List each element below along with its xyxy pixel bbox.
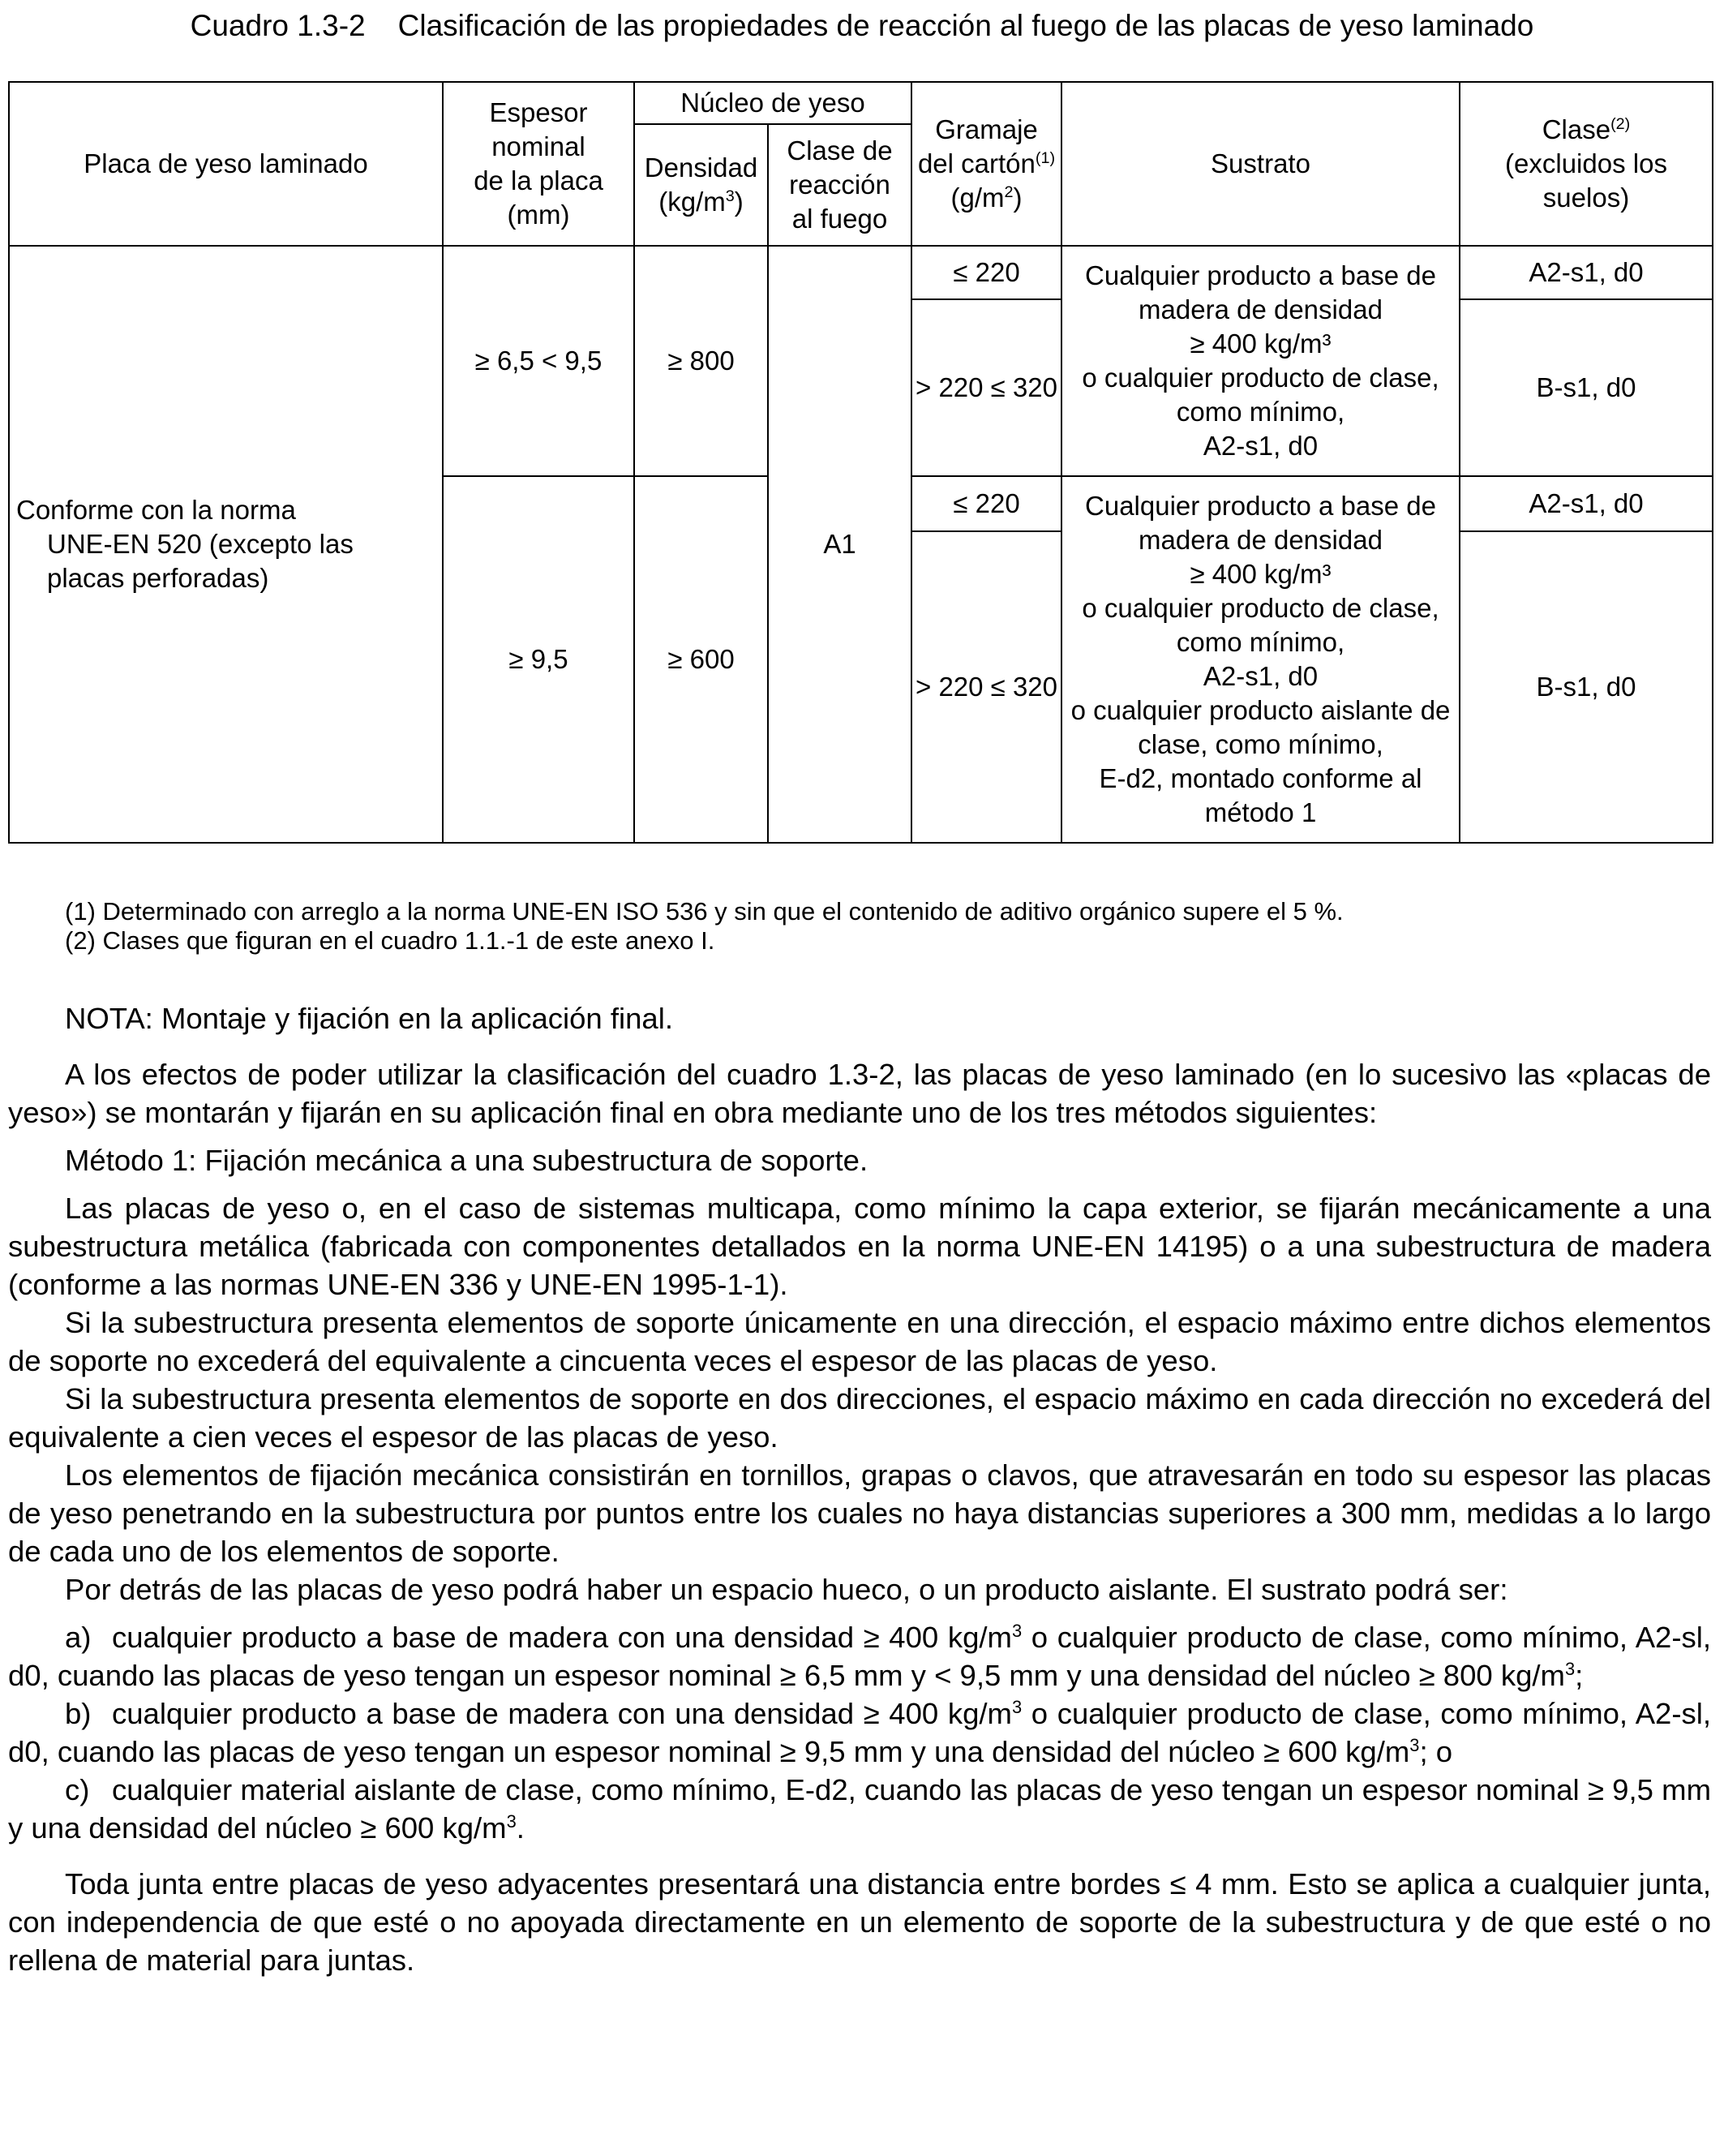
metodo-heading: Método 1: Fijación mecánica a una subestructura de soporte.: [65, 1144, 868, 1177]
paragraph: Toda junta entre placas de yeso adyacentes presentará una distancia entre bordes ≤ 4 mm. Esto se aplica a cualquier junta, con independencia de que esté o no apoyada directamente en un elemento de soporte de la subestructura y de que esté o no rellena de material para juntas.: [8, 1867, 1711, 1977]
list-item: a) cualquier producto a base de madera con una densidad ≥ 400 $kg/m^3$ o cualquier producto de clase, como mínimo, A2-sl, d0, cuando las placas de yeso tengan un espesor nominal ≥ 6,5 mm y < 9,5 mm y una densidad del núcleo ≥ 800 $kg/m^3$;: [8, 1620, 1711, 1692]
clase-cell: B-s1, d0: [1460, 531, 1713, 843]
paragraph: Las placas de yeso o, en el caso de sistemas multicapa, como mínimo la capa exterior, se fijarán mecánicamente a una subestructura metálica (fabricada con componentes detallados en la norma UNE-EN 14195) o a una subestructura de madera (conforme a las normas UNE-EN 336 y UNE-EN 1995-1-1).: [8, 1192, 1711, 1301]
list-item: c) cualquier material aislante de clase, como mínimo, E-d2, cuando las placas de yeso tengan un espesor nominal ≥ 9,5 mm y una densidad del núcleo ≥ 600 $kg/m^3$.: [8, 1773, 1711, 1845]
header-gramaje: Gramaje del cartón$^{(1)}$ $(g/m^2)$: [911, 82, 1061, 246]
body-text: [8, 999, 1711, 1979]
clase-cell: A2-s1, d0: [1460, 246, 1713, 299]
densidad-cell: ≥ 800: [634, 246, 768, 476]
header-placa: Placa de yeso laminado: [9, 82, 443, 246]
table-caption: [0, 5, 1724, 47]
paragraph: Si la subestructura presenta elementos de soporte en dos direcciones, el espacio máximo en cada dirección no excederá del equivalente a cien veces el espesor de las placas de yeso.: [8, 1382, 1711, 1454]
gramaje-cell: ≤ 220: [911, 476, 1061, 531]
caption-number: Cuadro 1.3-2: [190, 9, 366, 42]
gramaje-cell: > 220 ≤ 320: [911, 299, 1061, 476]
clase-cell: A2-s1, d0: [1460, 476, 1713, 531]
clase-reaccion-cell: A1: [768, 246, 911, 843]
header-espesor: Espesor nominal de la placa (mm): [443, 82, 634, 246]
espesor-cell: ≥ 9,5: [443, 476, 634, 843]
footnote-2: (2) Clases que figuran en el cuadro 1.1.-1 de este anexo I.: [65, 926, 715, 955]
header-nucleo: Núcleo de yeso: [634, 82, 911, 124]
clase-cell: B-s1, d0: [1460, 299, 1713, 476]
sustrato-cell: Cualquier producto a base de madera de densidad ≥ 400 kg/m³ o cualquier producto de clase, como mínimo, A2-s1, d0: [1061, 246, 1460, 476]
table-footnotes: [65, 897, 1344, 956]
gramaje-cell: ≤ 220: [911, 246, 1061, 299]
gramaje-cell: > 220 ≤ 320: [911, 531, 1061, 843]
header-clase: Clase$^{(2)}$ (excluidos los suelos): [1460, 82, 1713, 246]
paragraph: Los elementos de fijación mecánica consistirán en tornillos, grapas o clavos, que atravesarán en todo su espesor las placas de yeso penetrando en la subestructura por puntos entre los cuales no haya distancias superiores a 300 mm, medidas a lo largo de cada uno de los elementos de soporte.: [8, 1458, 1711, 1568]
footnote-1: (1) Determinado con arreglo a la norma UNE-EN ISO 536 y sin que el contenido de aditivo orgánico supere el 5 %.: [65, 897, 1344, 926]
nota-line: NOTA: Montaje y fijación en la aplicación final.: [65, 1002, 673, 1035]
header-sustrato: Sustrato: [1061, 82, 1460, 246]
espesor-cell: ≥ 6,5 < 9,5: [443, 246, 634, 476]
caption-title: Clasificación de las propiedades de reacción al fuego de las placas de yeso laminado: [397, 9, 1534, 42]
paragraph: Por detrás de las placas de yeso podrá haber un espacio hueco, o un producto aislante. El sustrato podrá ser:: [65, 1573, 1508, 1606]
header-clase-reaccion: Clase de reacción al fuego: [768, 124, 911, 246]
sustrato-cell: Cualquier producto a base de madera de densidad ≥ 400 kg/m³ o cualquier producto de clase, como mínimo, A2-s1, d0 o cualquier producto aislante de clase, como mínimo, E-d2, montado conforme al método 1: [1061, 476, 1460, 843]
list-item: b) cualquier producto a base de madera con una densidad ≥ 400 $kg/m^3$ o cualquier producto de clase, como mínimo, A2-sl, d0, cuando las placas de yeso tengan un espesor nominal ≥ 9,5 mm y una densidad del núcleo ≥ 600 $kg/m^3$; o: [8, 1696, 1711, 1768]
header-densidad: Densidad $(kg/m^3)$: [634, 124, 768, 246]
classification-table: [8, 81, 1713, 844]
placa-type-cell: Conforme con la norma UNE-EN 520 (excepto las placas perforadas): [9, 246, 443, 843]
paragraph: Si la subestructura presenta elementos de soporte únicamente en una dirección, el espacio máximo entre dichos elementos de soporte no excederá del equivalente a cincuenta veces el espesor de las placas de yeso.: [8, 1306, 1711, 1377]
densidad-cell: ≥ 600: [634, 476, 768, 843]
paragraph: A los efectos de poder utilizar la clasificación del cuadro 1.3-2, las placas de yeso laminado (en lo sucesivo las «placas de yeso») se montarán y fijarán en su aplicación final en obra mediante uno de los tres métodos siguientes:: [8, 1058, 1711, 1129]
